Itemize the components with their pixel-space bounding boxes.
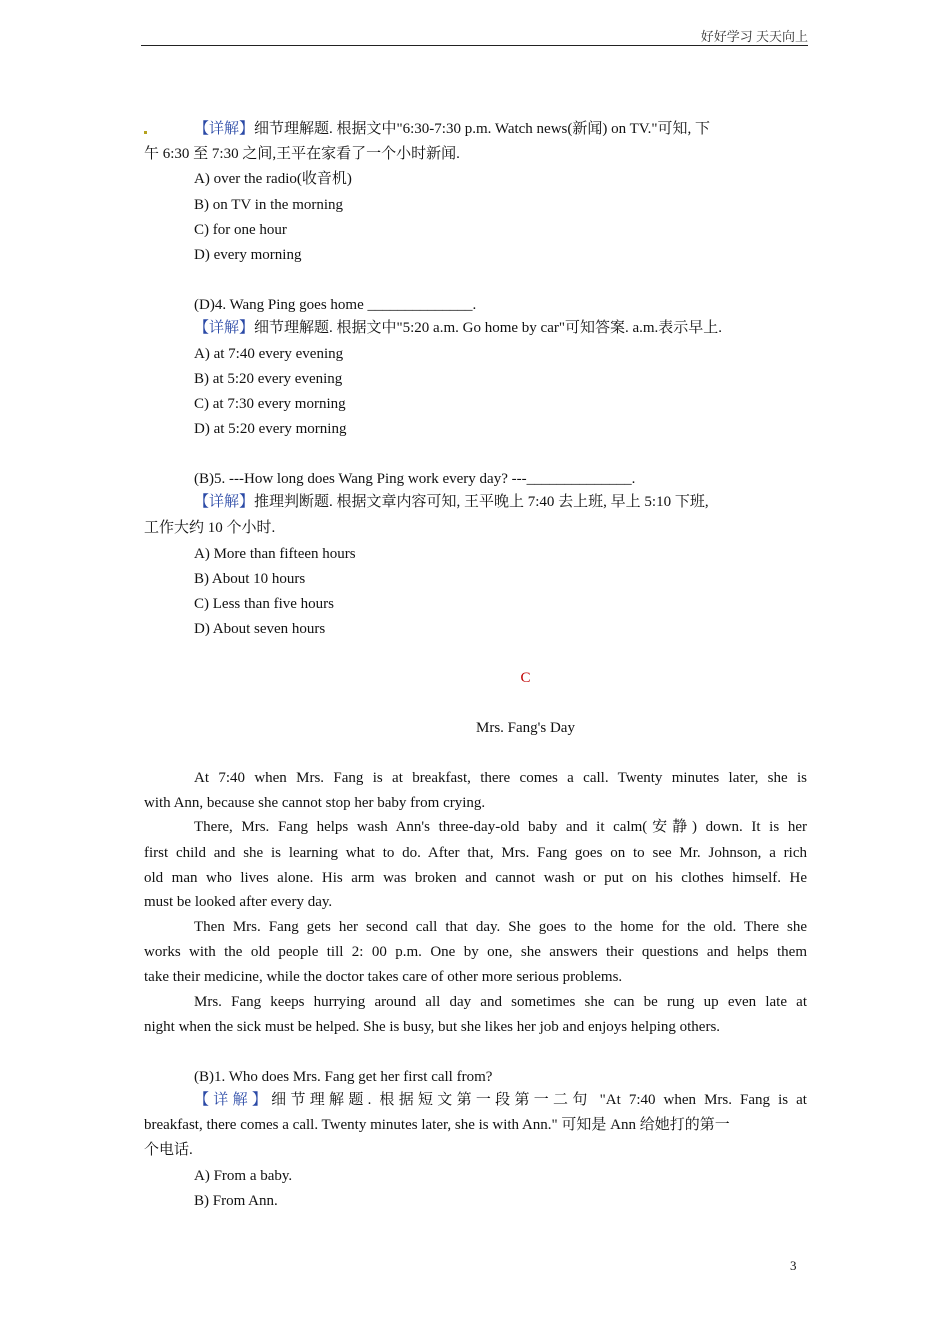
c-q1-explanation-text: 细节理解题. 根据短文第一段第一二句 "At 7:40 when Mrs. Fang is at xyxy=(271,1092,807,1108)
q3-option-b: B) on TV in the morning xyxy=(194,197,344,213)
passage-p3-line-3: take their medicine, while the doctor takes care of other more serious problems. xyxy=(144,969,623,985)
passage-p1-line-2: with Ann, because she cannot stop her baby from crying. xyxy=(144,795,486,811)
section-letter: C xyxy=(520,670,531,686)
q4-explanation xyxy=(194,318,722,338)
margin-mark xyxy=(144,131,147,134)
c-q1-option-a: A) From a baby. xyxy=(194,1168,293,1184)
q5-stem: (B)5. ---How long does Wang Ping work every day? ---______________. xyxy=(194,471,636,487)
passage-p3-line-2: works with the old people till 2: 00 p.m. One by one, she answers their questions and helps them xyxy=(144,944,807,960)
q3-option-c: C) for one hour xyxy=(194,222,287,238)
c-q1-explanation-line-3: 个电话. xyxy=(144,1142,193,1158)
passage-p1-line-1: At 7:40 when Mrs. Fang is at breakfast, there comes a call. Twenty minutes later, she is xyxy=(194,770,807,786)
q5-option-c: C) Less than five hours xyxy=(194,596,334,612)
q3-option-a: A) over the radio(收音机) xyxy=(194,171,352,187)
page-number: 3 xyxy=(790,1258,797,1273)
c-q1-explanation-line-1 xyxy=(194,1090,807,1110)
q4-stem: (D)4. Wang Ping goes home ______________. xyxy=(194,297,477,313)
explanation-tag: 【详解】 xyxy=(194,121,255,137)
page-header xyxy=(141,26,808,46)
c-q1-option-b: B) From Ann. xyxy=(194,1193,278,1209)
explanation-tag: 【详解】 xyxy=(194,494,255,510)
c-q1-stem: (B)1. Who does Mrs. Fang get her first call from? xyxy=(194,1069,493,1085)
q4-option-b: B) at 5:20 every evening xyxy=(194,371,343,387)
passage-p2-line-1: There, Mrs. Fang helps wash Ann's three-day-old baby and it calm(安静) down. It is her xyxy=(194,819,807,835)
q5-option-a: A) More than fifteen hours xyxy=(194,546,356,562)
passage-p2-line-3: old man who lives alone. His arm was broken and cannot wash or put on his clothes himself. He xyxy=(144,870,807,886)
q5-explanation-line-2: 工作大约 10 个小时. xyxy=(144,520,276,536)
q5-explanation-text: 推理判断题. 根据文章内容可知, 王平晚上 7:40 去上班, 早上 5:10 下班, xyxy=(254,494,709,510)
passage-p2-line-2: first child and she is learning what to do. After that, Mrs. Fang goes on to see Mr. Johnson, a rich xyxy=(144,845,807,861)
q4-option-a: A) at 7:40 every evening xyxy=(194,346,344,362)
q5-option-d: D) About seven hours xyxy=(194,621,326,637)
q4-option-c: C) at 7:30 every morning xyxy=(194,396,346,412)
q4-explanation-text: 细节理解题. 根据文中"5:20 a.m. Go home by car"可知答案. a.m.表示早上. xyxy=(254,320,723,336)
q4-option-d: D) at 5:20 every morning xyxy=(194,421,347,437)
q3-explanation-text: 细节理解题. 根据文中"6:30-7:30 p.m. Watch news(新闻) on TV."可知, 下 xyxy=(254,121,711,137)
q5-explanation-line-1 xyxy=(194,492,709,512)
q5-option-b: B) About 10 hours xyxy=(194,571,306,587)
header-motto: 好好学习 天天向上 xyxy=(700,29,808,44)
q3-explanation-line-2: 午 6:30 至 7:30 之间,王平在家看了一个小时新闻. xyxy=(144,146,460,162)
explanation-tag: 【详解】 xyxy=(194,1092,272,1108)
passage-p2-line-4: must be looked after every day. xyxy=(144,894,333,910)
passage-p4-line-1: Mrs. Fang keeps hurrying around all day and sometimes she can be rung up even late at xyxy=(194,994,807,1010)
c-q1-explanation-line-2: breakfast, there comes a call. Twenty minutes later, she is with Ann." 可知是 Ann 给她打的第一 xyxy=(144,1117,730,1133)
passage-title: Mrs. Fang's Day xyxy=(476,720,575,736)
passage-p3-line-1: Then Mrs. Fang gets her second call that day. She goes to the home for the old. There she xyxy=(194,919,807,935)
passage-p4-line-2: night when the sick must be helped. She is busy, but she likes her job and enjoys helping others. xyxy=(144,1019,721,1035)
q3-explanation-line-1 xyxy=(194,119,710,139)
explanation-tag: 【详解】 xyxy=(194,320,255,336)
q3-option-d: D) every morning xyxy=(194,247,302,263)
